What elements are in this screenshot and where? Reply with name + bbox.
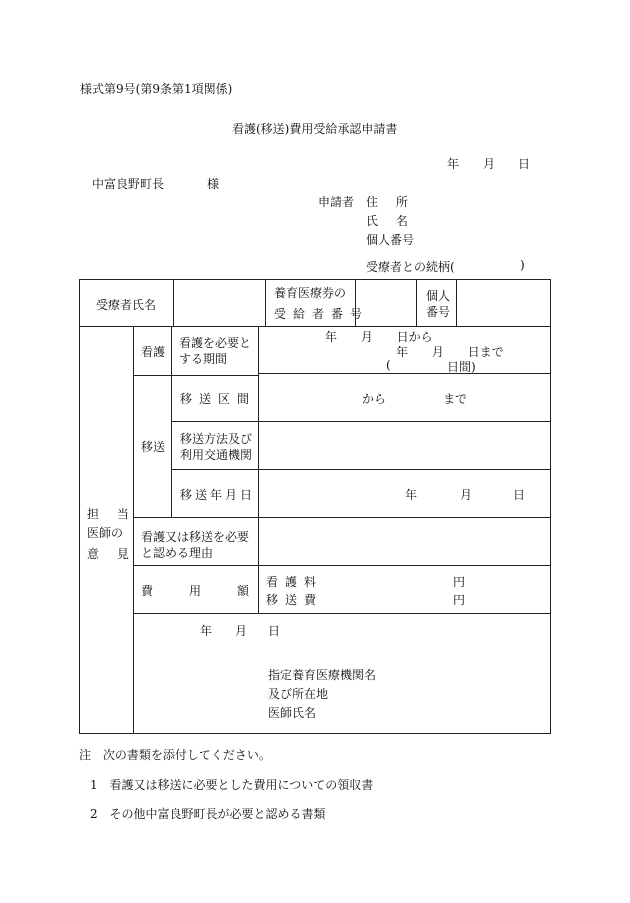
date-year-label: 年 [447,157,460,171]
form-number: 様式第9号(第9条第1項関係) [80,82,233,96]
transport-label: 移送 [141,440,166,454]
transport-section-label: 移送区間 [180,392,257,406]
period-days: 日間) [447,360,476,374]
relation-label: 受療者との続柄( [366,260,455,274]
table-line [265,279,266,326]
table-line [79,326,551,327]
transport-date-year: 年 [405,488,418,502]
date-month-label: 月 [483,157,496,171]
personal-number-cell-line2: 番号 [426,305,451,319]
transport-fee-yen: 円 [453,593,466,607]
insurance-label-line2: 受給者番号 [274,307,370,321]
doctor-name-label: 医師氏名 [268,706,317,720]
table-line [171,326,172,517]
period-days-open: ( [386,358,391,372]
personal-number-label: 個人番号 [366,233,415,247]
transport-fee-label: 移送費 [266,593,324,607]
insurance-label-line1: 養育医療券の [274,286,347,300]
relation-close: ) [520,258,525,272]
table-line [456,279,457,326]
transport-from: から [362,392,387,406]
table-line [133,326,134,734]
sign-month: 月 [235,624,248,638]
doctor-opinion-label-2: 医師の [87,526,124,540]
table-line [173,279,174,326]
table-line [133,375,258,376]
transport-method-label-1: 移送方法及び [180,432,253,446]
table-line [416,279,417,326]
notes-item-1: 1 看護又は移送に必要とした費用についての領収書 [90,778,374,792]
table-line [171,421,551,422]
cost-label: 費用額 [141,584,286,598]
nursing-period-label-2: する期間 [179,352,228,366]
table-line [133,565,551,566]
reason-label-2: と認める理由 [141,546,214,560]
table-line [258,373,551,374]
doctor-opinion-label-1: 担 当 [87,507,136,521]
period-start: 年 月 日から [325,330,433,344]
address-label: 住 所 [366,195,415,209]
doctor-opinion-label-3: 意 見 [87,547,136,561]
notes-heading: 注 次の書類を添付してください。 [79,748,271,762]
nursing-fee-yen: 円 [453,575,466,589]
honorific: 様 [207,177,220,191]
patient-name-label: 受療者氏名 [96,298,157,312]
transport-date-month: 月 [460,488,473,502]
table-line [133,613,551,614]
personal-number-cell-line1: 個人 [426,289,451,303]
transport-method-label-2: 利用交通機関 [180,448,253,462]
notes-item-2: 2 その他中富良野町長が必要と認める書類 [90,807,326,821]
addressee: 中富良野町長 [92,177,165,191]
sign-year: 年 [200,624,213,638]
applicant-label: 申請者 [318,195,355,209]
transport-date-day: 日 [513,488,526,502]
sign-day: 日 [268,624,281,638]
transport-to: まで [443,392,468,406]
table-line [133,517,551,518]
institution-label-2: 及び所在地 [268,687,329,701]
nursing-period-label-1: 看護を必要と [179,336,252,350]
table-line [171,469,551,470]
institution-label-1: 指定養育医療機関名 [268,668,377,682]
nursing-label: 看護 [141,345,166,359]
name-label: 氏 名 [366,214,415,228]
transport-date-label: 移送年月日 [180,488,256,502]
period-end: 年 月 日まで [396,345,504,359]
document-title: 看護(移送)費用受給承認申請書 [232,122,398,136]
nursing-fee-label: 看護料 [266,575,324,589]
date-day-label: 日 [518,157,531,171]
table-line [258,326,259,613]
reason-label-1: 看護又は移送を必要 [141,530,250,544]
